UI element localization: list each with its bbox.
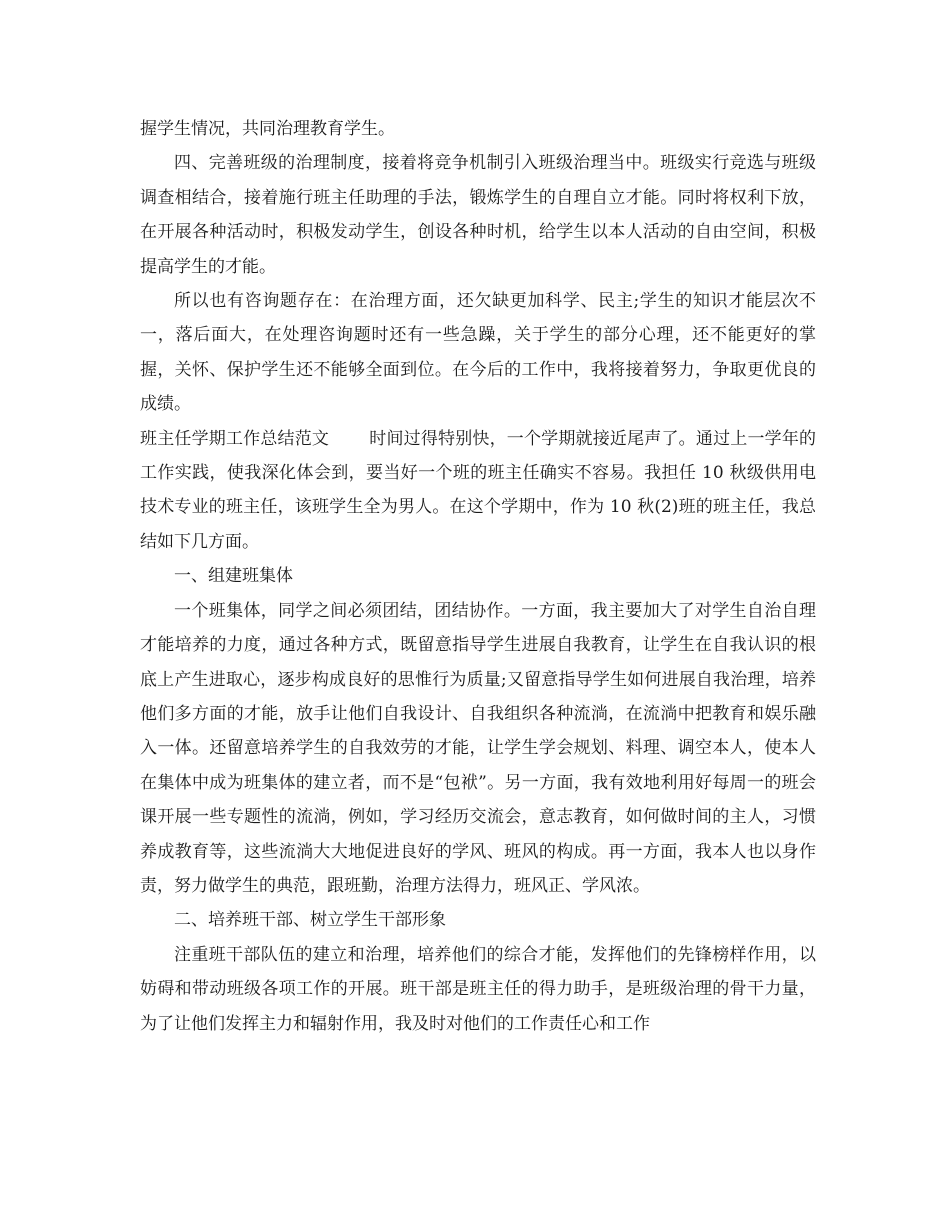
- article-title: 班主任学期工作总结范文: [140, 428, 330, 449]
- paragraph-class-collective: 一个班集体，同学之间必须团结，团结协作。一方面，我主要加大了对学生自治自理才能培养的力度，通过各种方式，既留意指导学生进展自我教育，让学生在自我认识的根底上产生进取心，逐步构成良好的思惟行为质量;又留意指导学生如何进展自我治理，培养他们多方面的才能，放手让他们自我设计、自我组织各种流淌，在流淌中把教育和娱乐融入一体。还留意培养学生的自我效劳的才能，让学生学会规划、料理、调空本人，使本人在集体中成为班集体的建立者，而不是“包袱”。另一方面，我有效地利用好每周一的班会课开展一些专题性的流淌，例如，学习经历交流会，意志教育，如何做时间的主人，习惯养成教育等，这些流淌大大地促进良好的学风、班风的构成。再一方面，我本人也以身作责，努力做学生的典范，跟班勤，治理方法得力，班风正、学风浓。: [140, 600, 816, 896]
- paragraph-class-cadres: 注重班干部队伍的建立和治理，培养他们的综合才能，发挥他们的先锋榜样作用，以妨碍和带动班级各项工作的开展。班干部是班主任的得力助手，是班级治理的骨干力量，为了让他们发挥主力和辐射作用，我及时对他们的工作责任心和工作: [140, 944, 816, 1034]
- paragraph-section-four: 四、完善班级的治理制度，接着将竞争机制引入班级治理当中。班级实行竞选与班级调查相结合，接着施行班主任助理的手法，锻炼学生的自理自立才能。同时将权利下放，在开展各种活动时，积极发动学生，创设各种时机，给学生以本人活动的自由空间，积极提高学生的才能。: [140, 153, 816, 277]
- paragraph-problems: 所以也有咨询题存在：在治理方面，还欠缺更加科学、民主;学生的知识才能层次不一，落后面大，在处理咨询题时还有一些急躁，关于学生的部分心理，还不能更好的掌握，关怀、保护学生还不能够全面到位。在今后的工作中，我将接着努力，争取更优良的成绩。: [140, 291, 816, 415]
- paragraph-continuation: 握学生情况，共同治理教育学生。: [140, 119, 395, 139]
- paragraph-titled-intro: [140, 422, 816, 560]
- section-heading-one: 一、组建班集体: [174, 566, 293, 587]
- section-heading-two: 二、培养班干部、树立学生干部形象: [174, 910, 446, 931]
- document-page: [140, 112, 816, 1041]
- article-intro-text: 时间过得特别快，一个学期就接近尾声了。通过上一学年的工作实践，使我深化体会到，要当好一个班的班主任确实不容易。我担任 10 秋级供用电技术专业的班主任，该班学生全为男人。在这个学期中，作为 10 秋(2)班的班主任，我总结如下几方面。: [140, 428, 817, 552]
